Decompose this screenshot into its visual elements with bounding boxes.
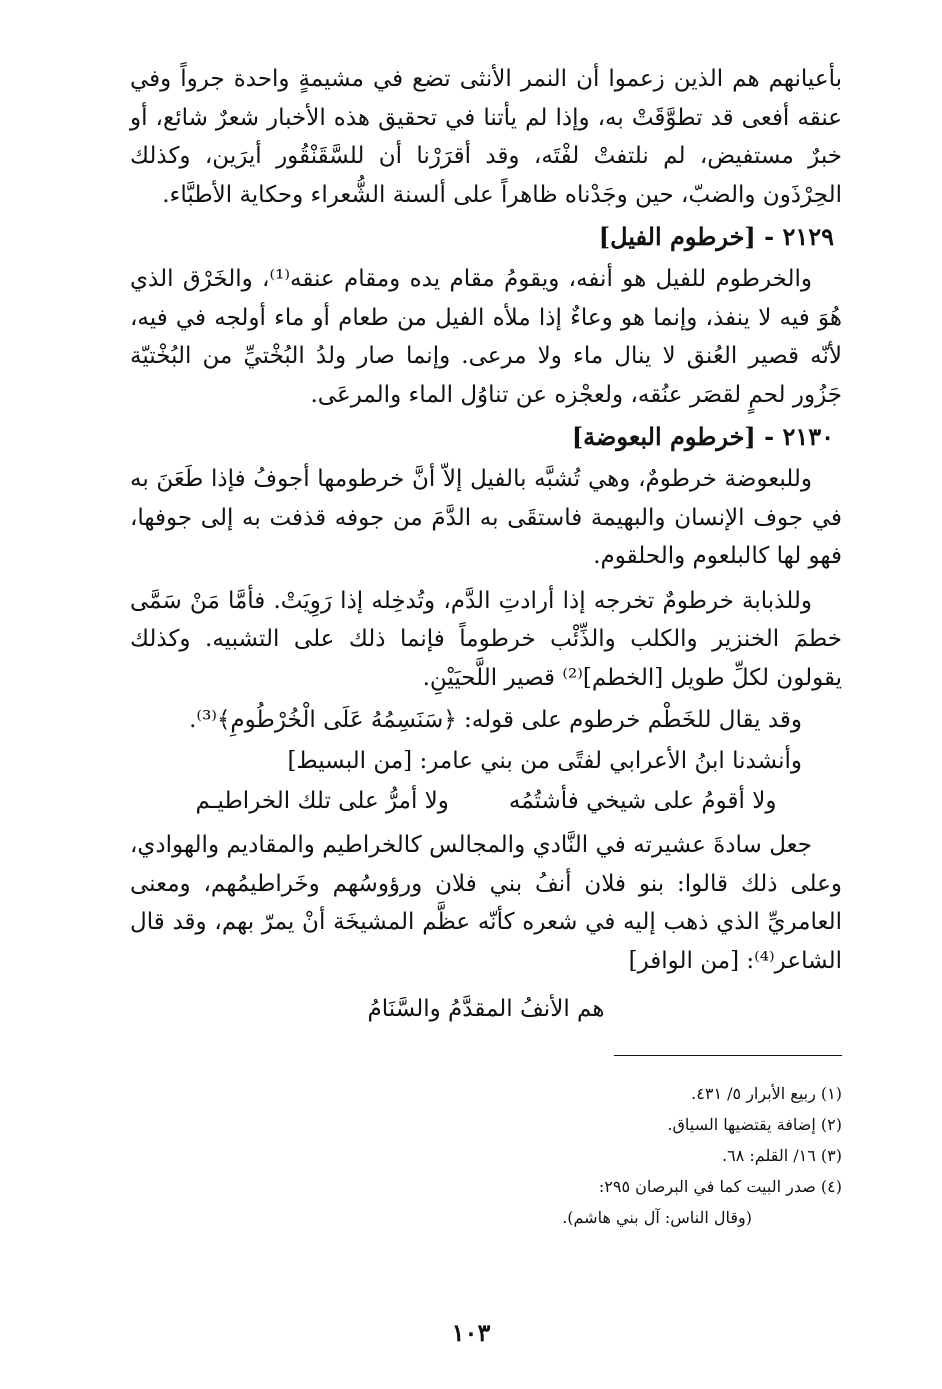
verse-first-hemistich: ولا أقومُ على شيخي فأشتُمُه [508,788,777,814]
footnotes [130,1078,842,1233]
footnote-1: (١) ربيع الأبرار ٥/ ٤٣١. [691,1083,842,1103]
quran-quote-paragraph: وقد يقال للخَطْم خرطوم على قوله: ﴿سَنَسِمُهُ عَلَى الْخُرْطُومِ﴾⁽³⁾. [189,707,802,733]
verse-second-hemistich: ولا أمرُّ على تلك الخراطيـم [195,788,449,814]
footnote-3: (٣) ١٦/ القلم: ٦٨. [722,1145,842,1165]
page-number: ١٠٣ [451,1318,491,1347]
elephant-trunk-paragraph: والخرطوم للفيل هو أنفه، ويقومُ مقام يده ومقام عنقه⁽¹⁾، والخَرْق الذي هُوَ فيه لا ينفذ، وإنما هو وعاءٌ إذا ملأه الفيل من طعام أو ماء أولجه في فيه، لأنّه قصير العُنق لا ينال ماء ولا مرعى. وإنما صار ولدُ البُخْتيِّ من البُخْتيّة جَزُور لحمٍ لقصَر عنُقه، ولعجْزه عن تناوُل الماء والمرعَى. [130,266,842,408]
footnote-2: (٢) إضافة يقتضيها السياق. [667,1114,842,1134]
poem-intro-paragraph: وأنشدنا ابنُ الأعرابي لفتًى من بني عامر: [من البسيط] [287,747,802,774]
footnote-4: (٤) صدر البيت كما في البرصان ٢٩٥: [598,1176,842,1196]
mosquito-trunk-paragraph: وللبعوضة خرطومٌ، وهي تُشبَّه بالفيل إلاّ أنَّ خرطومها أجوفُ فإذا طَعَنَ به في جوف الإنسان والبهيمة فاستقَى به الدَّمَ من جوفه قذفت به إلى جوفها، فهو لها كالبلعوم والحلقوم. [130,466,842,569]
page-body [130,60,842,1233]
section-heading-2129: ٢١٢٩ - [خرطوم الفيل] [598,222,834,251]
poem-verse [130,780,842,822]
fly-trunk-paragraph: وللذبابة خرطومٌ تخرجه إذا أرادتِ الدَّم، وتُدخِله إذا رَوِيَتْ. فأمَّا مَنْ سَمَّى خطمَ الخنزير والكلب والذِّئْب خرطوماً فإنما ذلك على التشبيه. وكذلك يقولون لكلِّ طويل [الخطم]⁽²⁾ قصير اللَّحيَيْنِ. [130,587,842,691]
footnote-divider [614,1055,842,1056]
section-heading-2130: ٢١٣٠ - [خرطوم البعوضة] [571,422,834,451]
quoted-verse: هم الأنفُ المقدَّمُ والسَّنَامُ [367,996,605,1022]
footnote-4-verse: (وقال الناس: آل بني هاشم). [562,1207,752,1227]
explanation-paragraph: جعل سادةَ عشيرته في النَّادي والمجالس كالخراطيم والمقاديم والهوادي، وعلى ذلك قالوا: بنو فلان أنفُ بني فلان ورؤوسُهم وخَراطيمُهم، ومعنى العامريِّ الذي ذهب إليه في شعره كأنّه عظَّم المشيخَة أنْ يمرّ بهم، وقد قال الشاعر⁽⁴⁾: [من الوافر] [130,832,842,974]
intro-paragraph: بأعيانهم هم الذين زعموا أن النمر الأنثى تضع في مشيمةٍ واحدة جرواً وفي عنقه أفعى قد تطوَّقَتْ به، وإذا لم يأتنا في تحقيق هذه الأخبار شعرٌ شائع، أو خبرٌ مستفيض، لم نلتفتْ لفْتَه، وقد أقرَرْنا أن للسَّقَنْقُور أيرَين، وكذلك الحِرْذَون والضبّ، حين وجَدْناه ظاهراً على ألسنة الشُّعراء وحكاية الأطبَّاء. [130,66,842,208]
